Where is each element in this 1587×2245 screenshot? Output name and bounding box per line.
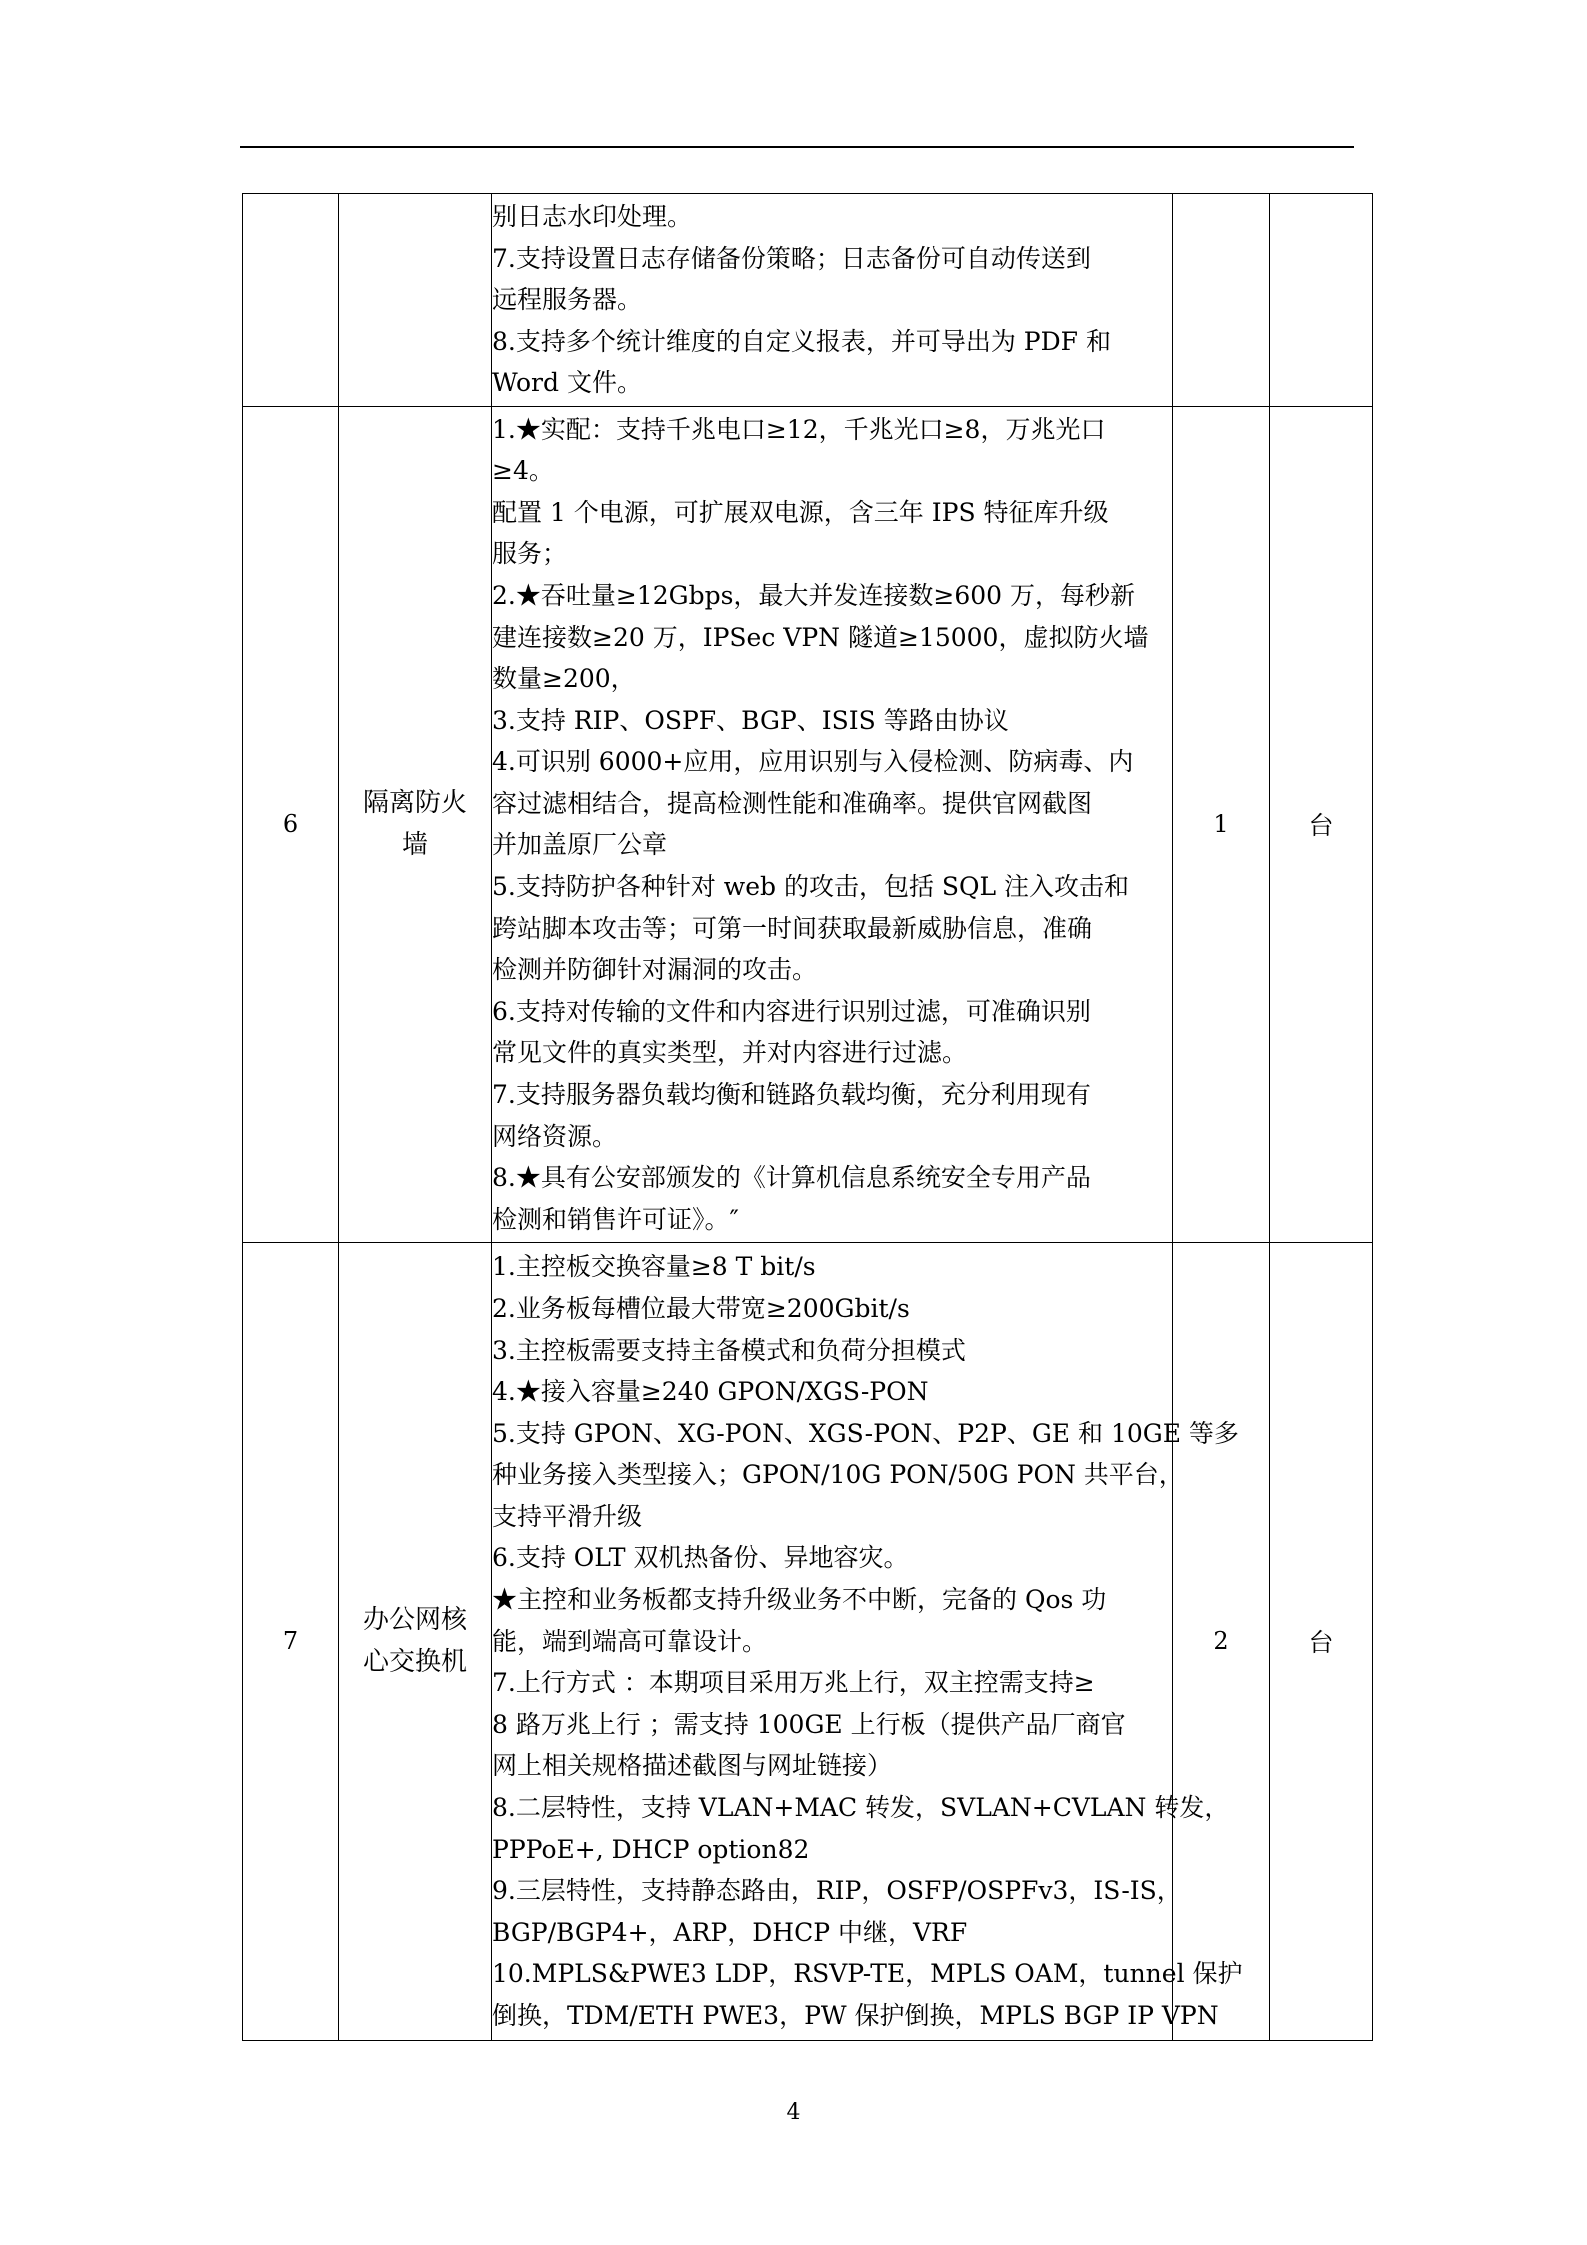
spec-line: 1.★实配：支持千兆电口≥12，千兆光口≥8，万兆光口	[492, 414, 1106, 444]
spec-line: Word 文件。	[492, 368, 642, 398]
row-quantity: 1	[1173, 406, 1270, 1242]
row-name: 隔离防火墙	[339, 406, 492, 1242]
row-quantity: 2	[1173, 1242, 1270, 2040]
spec-line: 数量≥200，	[492, 664, 636, 694]
spec-line: PPPoE+, DHCP option82	[492, 1834, 810, 1864]
spec-line: 5.支持 GPON、XG-PON、XGS-PON、P2P、GE 和 10GE 等多	[492, 1418, 1239, 1448]
spec-line: 8.二层特性，支持 VLAN+MAC 转发，SVLAN+CVLAN 转发，	[492, 1793, 1230, 1823]
spec-line: 7.上行方式 ：本期项目采用万兆上行，双主控需支持≥	[492, 1668, 1095, 1698]
spec-line: 容过滤相结合，提高检测性能和准确率。提供官网截图	[492, 788, 1093, 818]
spec-line: 常见文件的真实类型，并对内容进行过滤。	[492, 1038, 968, 1068]
spec-line: 服务；	[492, 539, 568, 569]
spec-line: 能，端到端高可靠设计。	[492, 1626, 768, 1656]
table-row	[243, 406, 1373, 1242]
spec-line: BGP/BGP4+，ARP，DHCP 中继，VRF	[492, 1917, 968, 1947]
spec-line: 检测和销售许可证》。″	[492, 1204, 739, 1234]
row-unit	[1270, 194, 1373, 407]
header-rule	[240, 146, 1354, 148]
spec-line: 3.支持 RIP、OSPF、BGP、ISIS 等路由协议	[492, 705, 1009, 735]
spec-line: 9.三层特性，支持静态路由，RIP，OSFP/OSPFv3，IS-IS，	[492, 1876, 1182, 1906]
row-quantity	[1173, 194, 1270, 407]
spec-line: 4.可识别 6000+应用，应用识别与入侵检测、防病毒、内	[492, 747, 1134, 777]
row-spec	[492, 194, 1173, 407]
row-name: 办公网核心交换机	[339, 1242, 492, 2040]
spec-line: 2.业务板每槽位最大带宽≥200Gbit/s	[492, 1293, 910, 1323]
spec-line: 3.主控板需要支持主备模式和负荷分担模式	[492, 1335, 966, 1365]
row-number: 7	[243, 1242, 339, 2040]
spec-line: 并加盖原厂公章	[492, 830, 668, 860]
spec-line: 8.支持多个统计维度的自定义报表，并可导出为 PDF 和	[492, 326, 1111, 356]
row-spec	[492, 1242, 1243, 2040]
table-row	[243, 1242, 1373, 2040]
row-unit: 台	[1270, 406, 1373, 1242]
spec-line: 远程服务器。	[492, 285, 643, 315]
spec-line: 6.支持对传输的文件和内容进行识别过滤，可准确识别	[492, 996, 1091, 1026]
row-name	[339, 194, 492, 407]
row-unit: 台	[1270, 1242, 1373, 2040]
spec-line: 别日志水印处理。	[492, 202, 693, 231]
spec-line: 支持平滑升级	[492, 1501, 643, 1531]
spec-table	[242, 193, 1373, 2041]
spec-line: ★主控和业务板都支持升级业务不中断，完备的 Qos 功	[492, 1585, 1107, 1615]
spec-line: 7.支持设置日志存储备份策略；日志备份可自动传送到	[492, 243, 1091, 273]
spec-line: 检测并防御针对漏洞的攻击。	[492, 955, 818, 985]
spec-line: 网上相关规格描述截图与网址链接）	[492, 1751, 893, 1781]
spec-line: 种业务接入类型接入；GPON/10G PON/50G PON 共平台，	[492, 1460, 1184, 1490]
spec-line: 跨站脚本攻击等；可第一时间获取最新威胁信息，准确	[492, 913, 1093, 943]
spec-line: 4.★接入容量≥240 GPON/XGS-PON	[492, 1377, 929, 1407]
spec-line: 10.MPLS&PWE3 LDP，RSVP-TE，MPLS OAM，tunnel 保护	[492, 1959, 1243, 1989]
spec-line: 倒换，TDM/ETH PWE3，PW 保护倒换，MPLS BGP IP VPN	[492, 2001, 1219, 2031]
table-row	[243, 194, 1373, 407]
spec-line: 5.支持防护各种针对 web 的攻击，包括 SQL 注入攻击和	[492, 872, 1130, 902]
spec-line: 7.支持服务器负载均衡和链路负载均衡，充分利用现有	[492, 1080, 1091, 1110]
spec-line: 6.支持 OLT 双机热备份、异地容灾。	[492, 1543, 909, 1573]
spec-line: 8 路万兆上行 ；需支持 100GE 上行板（提供产品厂商官	[492, 1709, 1126, 1739]
spec-line: ≥4。	[492, 456, 554, 486]
row-spec	[492, 406, 1173, 1242]
row-number	[243, 194, 339, 407]
spec-line: 1.主控板交换容量≥8 T bit/s	[492, 1252, 816, 1282]
spec-line: 8.★具有公安部颁发的《计算机信息系统安全专用产品	[492, 1163, 1091, 1193]
page-number: 4	[786, 2100, 801, 2125]
row-number: 6	[243, 406, 339, 1242]
spec-line: 2.★吞吐量≥12Gbps，最大并发连接数≥600 万，每秒新	[492, 580, 1136, 610]
spec-line: 建连接数≥20 万，IPSec VPN 隧道≥15000，虚拟防火墙	[492, 622, 1149, 652]
spec-line: 配置 1 个电源，可扩展双电源，含三年 IPS 特征库升级	[492, 497, 1109, 527]
spec-line: 网络资源。	[492, 1121, 618, 1151]
